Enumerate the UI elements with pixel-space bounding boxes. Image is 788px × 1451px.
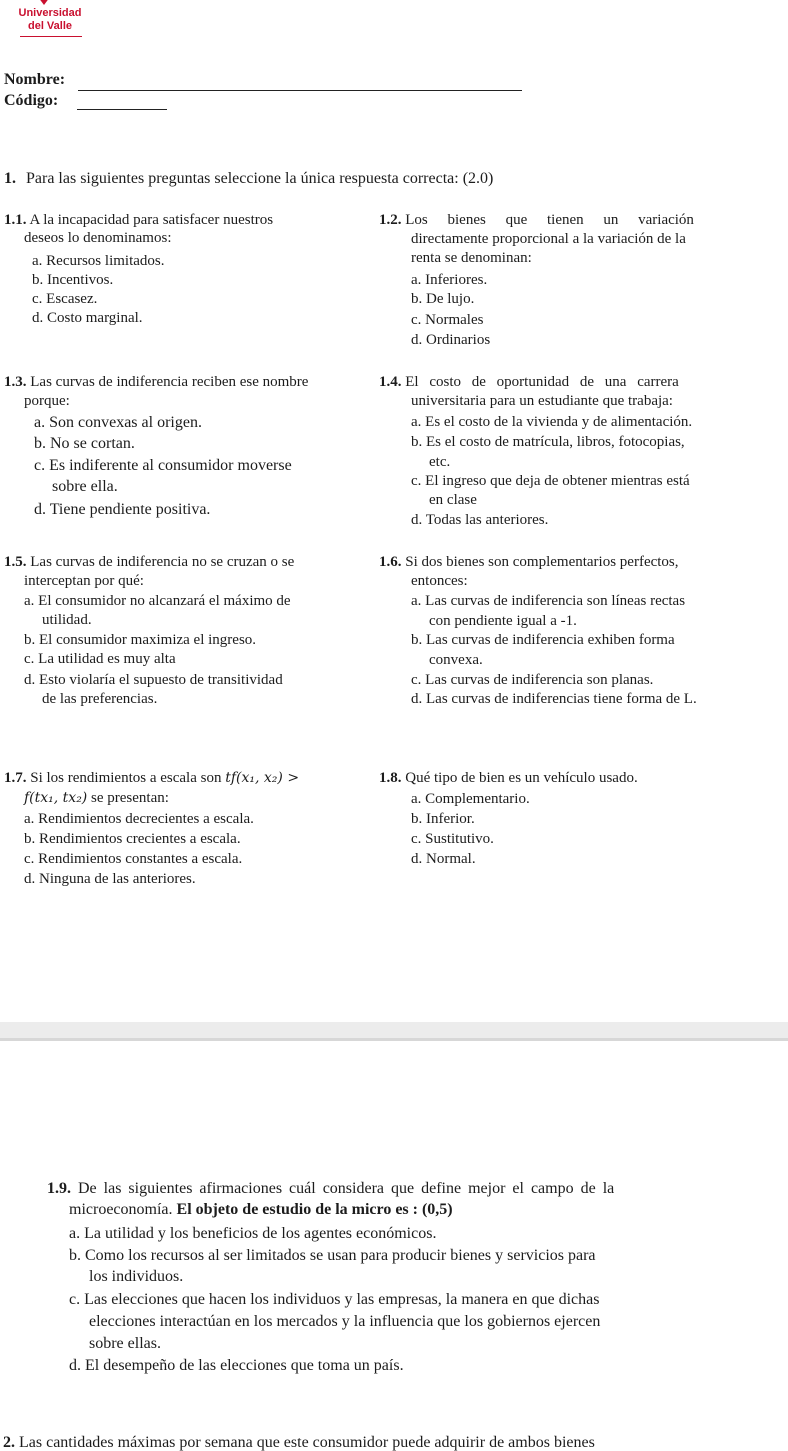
option-1-5-d-cont: de las preferencias. [42, 691, 158, 707]
option-1-5-c[interactable]: c. La utilidad es muy alta [24, 651, 176, 667]
option-1-6-a-cont: con pendiente igual a -1. [429, 613, 577, 629]
option-1-9-c-cont1: elecciones interactúan en los mercados y la influencia que los gobiernos ejercen [89, 1313, 601, 1330]
question-1-3: 1.3. Las curvas de indiferencia reciben ese nombre [4, 374, 309, 390]
logo-text-line1: Universidad [18, 7, 82, 19]
option-1-7-a[interactable]: a. Rendimientos decrecientes a escala. [24, 811, 254, 827]
question-1-9-line2: microeconomía. El objeto de estudio de la micro es : (0,5) [69, 1201, 453, 1218]
option-1-1-c[interactable]: c. Escasez. [32, 291, 98, 307]
logo-underline [20, 36, 82, 37]
option-1-5-a[interactable]: a. El consumidor no alcanzará el máximo de [24, 593, 291, 609]
option-1-2-b[interactable]: b. De lujo. [411, 291, 475, 307]
page-separator-shadow [0, 1038, 788, 1041]
option-1-9-c-cont2: sobre ellas. [89, 1335, 161, 1352]
question-1-5: 1.5. Las curvas de indiferencia no se cruzan o se [4, 554, 295, 570]
section-1-title: 1. Para las siguientes preguntas seleccione la única respuesta correcta: (2.0) [4, 170, 494, 187]
question-1-1: 1.1. A la incapacidad para satisfacer nuestros [4, 212, 274, 228]
code-field[interactable] [77, 109, 167, 110]
question-1-4: 1.4. El costo de oportunidad de una carrera [379, 374, 679, 390]
option-1-2-a[interactable]: a. Inferiores. [411, 272, 488, 288]
code-label: Código: [4, 92, 59, 109]
math-expression-2: f(tx₁, tx₂) [24, 790, 88, 806]
option-1-9-a[interactable]: a. La utilidad y los beneficios de los agentes económicos. [69, 1225, 437, 1242]
option-1-3-d[interactable]: d. Tiene pendiente positiva. [34, 501, 211, 518]
logo-text-line2: del Valle [27, 20, 73, 32]
option-1-2-d[interactable]: d. Ordinarios [411, 332, 491, 348]
option-1-5-d[interactable]: d. Esto violaría el supuesto de transitividad [24, 672, 283, 688]
question-1-2-line3: renta se denominan: [411, 250, 532, 266]
option-1-6-a[interactable]: a. Las curvas de indiferencia son líneas rectas [411, 593, 686, 609]
question-1-7: 1.7. Si los rendimientos a escala son tf(x₁, x₂) > [4, 770, 300, 786]
question-1-6-line2: entonces: [411, 573, 468, 589]
name-label: Nombre: [4, 71, 66, 88]
option-1-3-a[interactable]: a. Son convexas al origen. [34, 414, 202, 431]
question-1-7-line2: f(tx₁, tx₂) se presentan: [24, 790, 169, 806]
page-separator [0, 1022, 788, 1038]
option-1-6-d[interactable]: d. Las curvas de indiferencias tiene forma de L. [411, 691, 697, 707]
option-1-4-a[interactable]: a. Es el costo de la vivienda y de alimentación. [411, 414, 693, 430]
option-1-7-d[interactable]: d. Ninguna de las anteriores. [24, 871, 196, 887]
question-1-6: 1.6. Si dos bienes son complementarios perfectos, [379, 554, 679, 570]
option-1-1-b[interactable]: b. Incentivos. [32, 272, 114, 288]
question-1-1-line2: deseos lo denominamos: [24, 230, 172, 246]
option-1-6-b-cont: convexa. [429, 652, 483, 668]
option-1-3-c-cont: sobre ella. [52, 478, 118, 495]
question-1-2-line2: directamente proporcional a la variación de la [411, 231, 686, 247]
option-1-1-a[interactable]: a. Recursos limitados. [32, 253, 165, 269]
option-1-9-c[interactable]: c. Las elecciones que hacen los individuos y las empresas, la manera en que dichas [69, 1291, 600, 1308]
option-1-5-a-cont: utilidad. [42, 612, 92, 628]
option-1-4-c-cont: en clase [429, 492, 477, 508]
option-1-2-c[interactable]: c. Normales [411, 312, 484, 328]
question-1-8: 1.8. Qué tipo de bien es un vehículo usado. [379, 770, 638, 786]
question-1-2: 1.2. Los bienes que tienen un variación [379, 212, 694, 228]
option-1-8-c[interactable]: c. Sustitutivo. [411, 831, 494, 847]
option-1-4-d[interactable]: d. Todas las anteriores. [411, 512, 549, 528]
option-1-9-b-cont: los individuos. [89, 1268, 184, 1285]
option-1-8-d[interactable]: d. Normal. [411, 851, 476, 867]
option-1-8-a[interactable]: a. Complementario. [411, 791, 530, 807]
question-1-3-line2: porque: [24, 393, 70, 409]
name-field[interactable] [78, 90, 522, 91]
option-1-4-b-cont: etc. [429, 454, 451, 470]
option-1-3-c[interactable]: c. Es indiferente al consumidor moverse [34, 457, 292, 474]
option-1-1-d[interactable]: d. Costo marginal. [32, 310, 143, 326]
question-1-4-line2: universitaria para un estudiante que trabaja: [411, 393, 673, 409]
option-1-6-c[interactable]: c. Las curvas de indiferencia son planas. [411, 672, 654, 688]
math-expression-1: tf(x₁, x₂) > [225, 770, 300, 786]
option-1-4-b[interactable]: b. Es el costo de matrícula, libros, fotocopias, [411, 434, 685, 450]
option-1-9-d[interactable]: d. El desempeño de las elecciones que toma un país. [69, 1357, 404, 1374]
question-1-5-line2: interceptan por qué: [24, 573, 144, 589]
option-1-4-c[interactable]: c. El ingreso que deja de obtener mientras está [411, 473, 690, 489]
option-1-7-c[interactable]: c. Rendimientos constantes a escala. [24, 851, 243, 867]
university-logo-icon [35, 0, 53, 5]
question-1-9: 1.9. De las siguientes afirmaciones cuál considera que define mejor el campo de la [47, 1180, 615, 1197]
option-1-9-b[interactable]: b. Como los recursos al ser limitados se usan para producir bienes y servicios para [69, 1247, 596, 1264]
option-1-6-b[interactable]: b. Las curvas de indiferencia exhiben forma [411, 632, 675, 648]
option-1-3-b[interactable]: b. No se cortan. [34, 435, 135, 452]
option-1-8-b[interactable]: b. Inferior. [411, 811, 475, 827]
option-1-7-b[interactable]: b. Rendimientos crecientes a escala. [24, 831, 241, 847]
question-2-partial: 2. Las cantidades máximas por semana que este consumidor puede adquirir de ambos bienes [3, 1434, 595, 1451]
option-1-5-b[interactable]: b. El consumidor maximiza el ingreso. [24, 632, 257, 648]
